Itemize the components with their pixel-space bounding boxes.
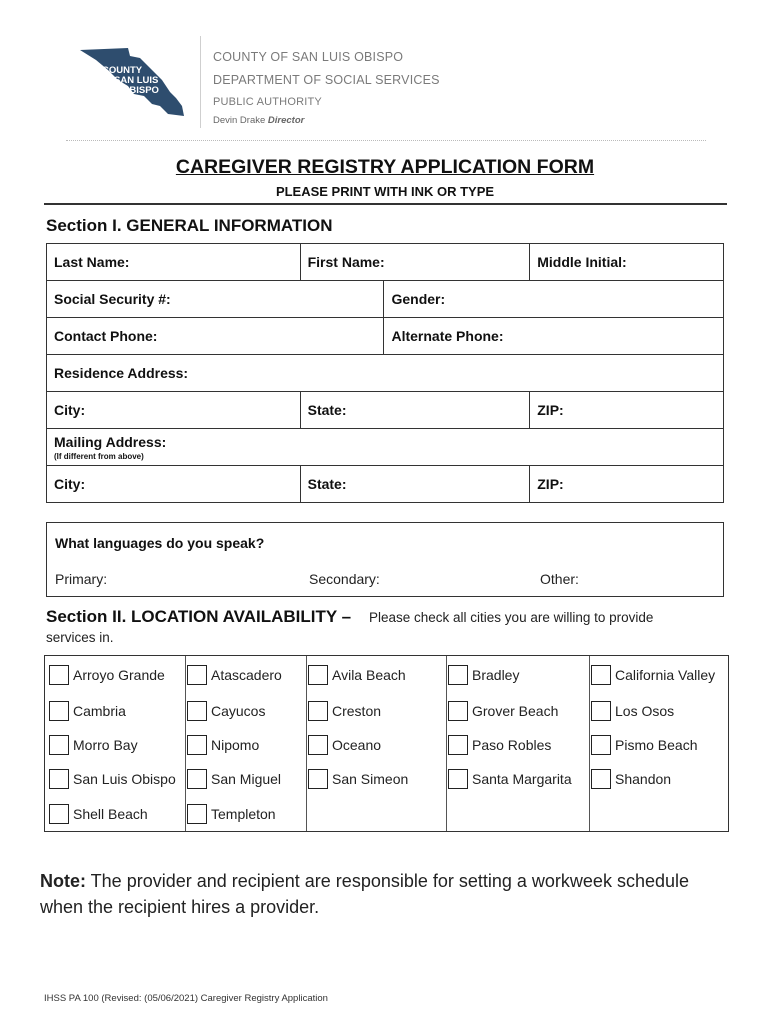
mailing-state-field[interactable] <box>300 466 530 503</box>
city-label: Paso Robles <box>472 737 552 753</box>
city-option-santa-margarita[interactable] <box>448 767 572 791</box>
section2-description: Please check all cities you are willing to provide <box>369 610 654 625</box>
city-label: Creston <box>332 703 382 719</box>
city-label: Arroyo Grande <box>73 667 165 683</box>
city-label: San Miguel <box>211 771 282 787</box>
county-name: COUNTY OF SAN LUIS OBISPO <box>213 50 404 64</box>
gender-field[interactable] <box>384 281 724 318</box>
mailing-address-label: Mailing Address: <box>54 433 167 450</box>
director-name: Devin Drake <box>213 115 266 126</box>
section1-title: Section I. GENERAL INFORMATION <box>46 216 333 235</box>
city-checkbox[interactable] <box>187 701 207 721</box>
city-label: Nipomo <box>211 737 260 753</box>
header-divider <box>200 36 201 128</box>
mailing-address-field[interactable] <box>47 429 724 466</box>
city-checkbox[interactable] <box>308 735 328 755</box>
gender-label: Gender: <box>391 291 446 307</box>
director-title: Director <box>267 115 305 126</box>
city-option-bradley[interactable] <box>448 663 519 687</box>
residence-state-field[interactable] <box>300 392 530 429</box>
city-option-arroyo-grande[interactable] <box>49 663 165 687</box>
city-checkbox[interactable] <box>308 769 328 789</box>
residence-zip-field[interactable] <box>530 392 724 429</box>
city-label: Cambria <box>73 703 126 719</box>
city-label: San Luis Obispo <box>73 771 176 787</box>
other-language-field[interactable]: Other: <box>540 571 579 587</box>
logo-text-san-luis: SAN LUIS <box>114 75 159 86</box>
city-checkbox[interactable] <box>448 701 468 721</box>
city-checkbox[interactable] <box>49 804 69 824</box>
residence-address-label: Residence Address: <box>54 365 189 381</box>
alternate-phone-field[interactable] <box>384 318 724 355</box>
ssn-field[interactable] <box>47 281 384 318</box>
first-name-label: First Name: <box>307 254 385 270</box>
city-label: Avila Beach <box>332 667 406 683</box>
residence-city-label: City: <box>54 402 86 418</box>
mailing-city-label: City: <box>54 476 86 492</box>
city-checkbox[interactable] <box>187 665 207 685</box>
city-option-california-valley[interactable] <box>591 663 715 687</box>
mailing-address-note: (If different from above) <box>54 451 144 461</box>
city-label: Atascadero <box>211 667 282 683</box>
city-label: California Valley <box>615 667 716 683</box>
city-option-pismo-beach[interactable] <box>591 733 697 757</box>
secondary-language-field[interactable]: Secondary: <box>309 571 380 587</box>
city-option-morro-bay[interactable] <box>49 733 138 757</box>
contact-phone-field[interactable] <box>47 318 384 355</box>
last-name-label: Last Name: <box>54 254 130 270</box>
note-text: The provider and recipient are responsible for setting a workweek schedule when the recipient hires a provider. <box>40 871 689 917</box>
city-label: Templeton <box>211 806 276 822</box>
city-label: Pismo Beach <box>615 737 698 753</box>
city-checkbox[interactable] <box>591 769 611 789</box>
city-checkbox[interactable] <box>591 665 611 685</box>
mailing-row <box>47 429 724 466</box>
middle-initial-label: Middle Initial: <box>537 254 627 270</box>
city-option-shell-beach[interactable] <box>49 802 148 826</box>
languages-question: What languages do you speak? <box>55 535 265 551</box>
city-checkbox[interactable] <box>448 769 468 789</box>
last-name-field[interactable] <box>47 244 301 281</box>
city-option-san-luis-obispo[interactable] <box>49 767 176 791</box>
general-information-table <box>46 243 724 503</box>
county-logo <box>78 46 186 118</box>
city-checkbox[interactable] <box>187 804 207 824</box>
city-checkbox[interactable] <box>49 701 69 721</box>
residence-address-field[interactable] <box>47 355 724 392</box>
section2-description-cont: services in. <box>46 630 114 645</box>
city-checkbox[interactable] <box>308 665 328 685</box>
city-label: San Simeon <box>332 771 409 787</box>
city-checkbox[interactable] <box>49 735 69 755</box>
city-checkbox[interactable] <box>448 665 468 685</box>
city-option-san-miguel[interactable] <box>187 767 281 791</box>
ssn-label: Social Security #: <box>54 291 171 307</box>
column-divider <box>589 656 590 831</box>
city-checkbox[interactable] <box>49 665 69 685</box>
logo-text-of: OF <box>106 78 115 84</box>
first-name-field[interactable] <box>300 244 530 281</box>
city-label: Bradley <box>472 667 520 683</box>
city-label: Santa Margarita <box>472 771 572 787</box>
city-option-creston[interactable] <box>308 699 381 723</box>
city-option-nipomo[interactable] <box>187 733 259 757</box>
mailing-city-row <box>47 466 724 503</box>
mailing-state-label: State: <box>307 476 347 492</box>
title-rule <box>44 203 727 205</box>
residence-city-field[interactable] <box>47 392 301 429</box>
city-checkbox[interactable] <box>187 735 207 755</box>
city-checkbox[interactable] <box>187 769 207 789</box>
city-label: Los Osos <box>615 703 675 719</box>
section2-title <box>46 607 351 627</box>
footer: IHSS PA 100 (Revised: (05/06/2021) Caregiver Registry Application <box>44 993 328 1004</box>
authority-name: PUBLIC AUTHORITY <box>213 96 322 108</box>
city-option-los-osos[interactable] <box>591 699 674 723</box>
city-checkbox[interactable] <box>308 701 328 721</box>
logo-text-obispo: OBISPO <box>122 85 159 96</box>
column-divider <box>306 656 307 831</box>
city-option-cambria[interactable] <box>49 699 126 723</box>
city-label: Shandon <box>615 771 672 787</box>
name-row <box>47 244 724 281</box>
phone-row <box>47 318 724 355</box>
middle-initial-field[interactable] <box>530 244 724 281</box>
city-option-avila-beach[interactable] <box>308 663 406 687</box>
city-checkbox[interactable] <box>448 735 468 755</box>
city-option-san-simeon[interactable] <box>308 767 408 791</box>
residence-state-label: State: <box>307 402 347 418</box>
mailing-city-field[interactable] <box>47 466 301 503</box>
city-option-templeton[interactable] <box>187 802 276 826</box>
city-label: Oceano <box>332 737 382 753</box>
form-subtitle: PLEASE PRINT WITH INK OR TYPE <box>275 184 495 199</box>
mailing-zip-field[interactable] <box>530 466 724 503</box>
section2-dash: – <box>336 607 352 626</box>
city-option-atascadero[interactable] <box>187 663 282 687</box>
primary-language-field[interactable]: Primary: <box>55 571 108 587</box>
residence-city-row <box>47 392 724 429</box>
city-label: Grover Beach <box>472 703 559 719</box>
cities-box <box>44 655 729 832</box>
city-checkbox[interactable] <box>591 735 611 755</box>
column-divider <box>185 656 186 831</box>
header-dotted-rule <box>66 140 706 141</box>
city-option-grover-beach[interactable] <box>448 699 558 723</box>
city-label: Morro Bay <box>73 737 138 753</box>
residence-zip-label: ZIP: <box>537 402 564 418</box>
note-label: Note: <box>40 871 86 891</box>
city-option-cayucos[interactable] <box>187 699 265 723</box>
department-name: DEPARTMENT OF SOCIAL SERVICES <box>213 73 440 87</box>
city-checkbox[interactable] <box>49 769 69 789</box>
ssn-row <box>47 281 724 318</box>
note <box>40 868 730 920</box>
city-option-oceano[interactable] <box>308 733 381 757</box>
city-checkbox[interactable] <box>591 701 611 721</box>
city-label: Cayucos <box>211 703 266 719</box>
director-line <box>213 115 304 126</box>
section2-title-text: Section II. LOCATION AVAILABILITY <box>46 607 337 626</box>
alternate-phone-label: Alternate Phone: <box>391 328 504 344</box>
contact-phone-label: Contact Phone: <box>54 328 158 344</box>
city-option-paso-robles[interactable] <box>448 733 551 757</box>
form-title: CAREGIVER REGISTRY APPLICATION FORM <box>175 156 595 178</box>
city-label: Shell Beach <box>73 806 148 822</box>
city-option-shandon[interactable] <box>591 767 671 791</box>
mailing-zip-label: ZIP: <box>537 476 564 492</box>
logo-text-county: COUNTY <box>102 65 143 76</box>
languages-box <box>46 522 724 597</box>
column-divider <box>446 656 447 831</box>
residence-row <box>47 355 724 392</box>
